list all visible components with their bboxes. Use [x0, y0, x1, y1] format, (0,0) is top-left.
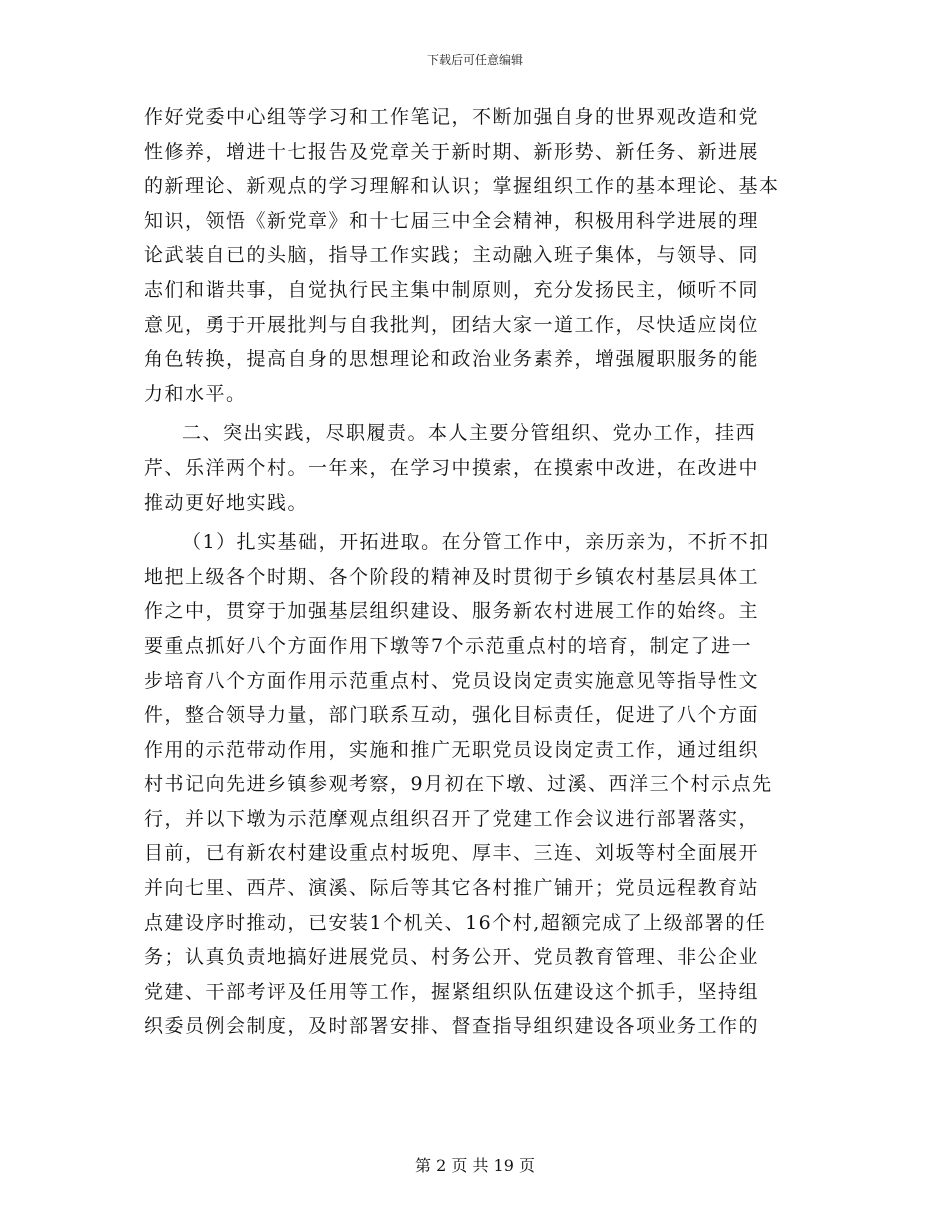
text-line: 点建设序时推动，已安装1个机关、16个村,超额完成了上级部署的任 — [144, 911, 767, 934]
text-line: 性修养，增进十七报告及党章关于新时期、新形势、新任务、新进展 — [144, 140, 760, 163]
text-line: 的新理论、新观点的学习理解和认识；掌握组织工作的基本理论、基本 — [144, 175, 780, 198]
text-line: 知识，领悟《新党章》和十七届三中全会精神，积极用科学进展的理 — [144, 209, 760, 232]
paragraph — [144, 100, 806, 411]
text-line: 角色转换，提高自身的思想理论和政治业务素养，增强履职服务的能 — [144, 348, 760, 371]
text-line: 织委员例会制度，及时部署安排、督查指导组织建设各项业务工作的 — [144, 1015, 760, 1038]
text-line: 并向七里、西芹、演溪、际后等其它各村推广铺开；党员远程教育站 — [144, 877, 760, 900]
text-line: （1）扎实基础，开拓进取。在分管工作中，亲历亲为，不折不扣 — [182, 531, 770, 554]
text-line: 件，整合领导力量，部门联系互动，强化目标责任，促进了八个方面 — [144, 704, 760, 727]
text-line: 目前，已有新农村建设重点村坂兜、厚丰、三连、刘坂等村全面展开 — [144, 842, 760, 865]
text-line: 地把上级各个时期、各个阶段的精神及时贯彻于乡镇农村基层具体工 — [144, 565, 760, 588]
text-line: 要重点抓好八个方面作用下墩等7个示范重点村的培育，制定了进一 — [144, 634, 753, 657]
page-header-note: 下载后可任意编辑 — [426, 53, 523, 67]
text-line: 作用的示范带动作用，实施和推广无职党员设岗定责工作，通过组织 — [144, 738, 760, 761]
text-line: 作好党委中心组等学习和工作笔记，不断加强自身的世界观改造和党 — [144, 106, 760, 128]
text-line: 力和水平。 — [144, 382, 247, 405]
paragraph — [144, 525, 806, 1044]
text-line: 步培育八个方面作用示范重点村、党员设岗定责实施意见等指导性文 — [144, 669, 760, 692]
text-line: 意见，勇于开展批判与自我批判，团结大家一道工作，尽快适应岗位 — [144, 313, 760, 336]
text-line: 村书记向先进乡镇参观考察，9月初在下墩、过溪、西洋三个村示点先 — [144, 773, 773, 796]
text-line: 党建、干部考评及任用等工作，握紧组织队伍建设这个抓手，坚持组 — [144, 980, 760, 1003]
text-line: 论武装自已的头脑，指导工作实践；主动融入班子集体，与领导、同 — [144, 244, 760, 267]
document-body — [144, 100, 806, 1044]
text-line: 推动更好地实践。 — [144, 491, 309, 514]
text-line: 二、突出实践，尽职履责。本人主要分管组织、党办工作，挂西 — [182, 422, 757, 445]
text-line: 芹、乐洋两个村。一年来，在学习中摸索，在摸索中改进，在改进中 — [144, 456, 760, 479]
text-line: 行，并以下墩为示范摩观点组织召开了党建工作会议进行部署落实， — [144, 807, 760, 830]
page-number: 第 2 页 共 19 页 — [415, 1156, 535, 1175]
text-line: 务；认真负责地搞好进展党员、村务公开、党员教育管理、非公企业 — [144, 946, 760, 969]
paragraph — [144, 416, 806, 520]
text-line: 志们和谐共事，自觉执行民主集中制原则，充分发扬民主，倾听不同 — [144, 278, 760, 301]
text-line: 作之中，贯穿于加强基层组织建设、服务新农村进展工作的始终。主 — [144, 600, 760, 623]
